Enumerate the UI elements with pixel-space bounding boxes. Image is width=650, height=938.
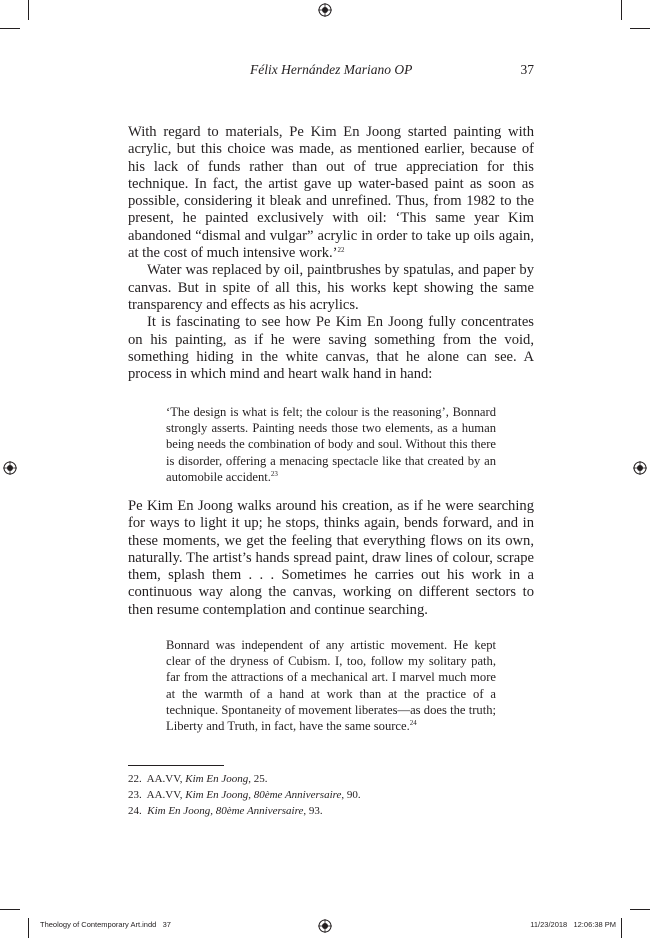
paragraph-3: It is fascinating to see how Pe Kim En Joong fully concentrates on his painting, as if he were saving something from the void, something hiding in the white canvas, that he alone can see. A process in which mind and heart walk hand in hand: <box>128 314 534 383</box>
crop-mark-bottom-right-v <box>621 918 622 938</box>
crop-mark-bottom-right-h <box>630 909 650 910</box>
registration-mark-left-icon <box>3 461 17 475</box>
footnote-ref-23[interactable]: 23 <box>270 469 278 478</box>
running-head: Félix Hernández Mariano OP <box>250 62 413 77</box>
registration-mark-right-icon <box>633 461 647 475</box>
paragraph-4: Pe Kim En Joong walks around his creation, as if he were searching for ways to light it up; he stops, thinks again, bends forward, and in these moments, we get the feeling that everything flows on its own, naturally. The artist’s hands spread paint, draw lines of colour, scrape them, splash them . . . Sometimes he carries out his work in a continuous way along the canvas, working on different sectors to then resume contemplation and continue searching. <box>128 498 534 618</box>
footnotes <box>128 771 534 819</box>
footnote-ref-22[interactable]: 22 <box>337 246 345 255</box>
footnote-22: 22. AA.VV, Kim En Joong, 25. <box>128 773 268 785</box>
page-header <box>128 62 534 80</box>
footnote-rule <box>128 765 224 766</box>
slug-filename: Theology of Contemporary Art.indd 37 <box>40 920 171 929</box>
footnote-ref-24[interactable]: 24 <box>409 719 417 728</box>
crop-mark-top-left-v <box>28 0 29 20</box>
footnote-23: 23. AA.VV, Kim En Joong, 80ème Anniversaire, 90. <box>128 789 361 801</box>
page-number: 37 <box>520 62 534 77</box>
crop-mark-bottom-left-h <box>0 909 20 910</box>
crop-mark-top-left-h <box>0 28 20 29</box>
registration-mark-bottom-icon <box>318 919 332 933</box>
crop-mark-top-right-v <box>621 0 622 20</box>
block-quote-2: Bonnard was independent of any artistic movement. He kept clear of the dryness of Cubism. I, too, follow my solitary path, far from the attractions of a mechanical art. I marvel much more at the warmth of a hand at work than at the practice of a technique. Spontaneity of movement liberates—as does the truth; Liberty and Truth, in fact, have the same source.$^{24}$ <box>166 638 496 734</box>
crop-mark-bottom-left-v <box>28 918 29 938</box>
paragraph-2: Water was replaced by oil, paintbrushes by spatulas, and paper by canvas. But in spite of all this, his works kept showing the same transparency and effects as his acrylics. <box>128 262 534 313</box>
body-text-1 <box>128 124 534 383</box>
footnote-24: 24. Kim En Joong, 80ème Anniversaire, 93. <box>128 805 323 817</box>
paragraph-1: With regard to materials, Pe Kim En Joong started painting with acrylic, but this choice was made, as mentioned earlier, because of his lack of funds rather than out of true appreciation for this technique. In fact, the artist gave up water-based paint as soon as possible, considering it bleak and unrefined. Thus, from 1982 to the present, he painted exclusively with oil: ‘This same year Kim abandoned “dismal and vulgar” acrylic in order to take up oils again, at the cost of much intensive work.’$^{22}$ <box>128 124 534 262</box>
block-quote-1: ‘The design is what is felt; the colour is the reasoning’, Bonnard strongly asserts. Painting needs those two elements, as a human being needs the combination of body and soul. Without this there is disorder, offering a menacing spectacle like that created by an automobile accident.$^{23}$ <box>166 405 496 484</box>
body-text-2 <box>128 498 534 619</box>
registration-mark-top-icon <box>318 3 332 17</box>
slug-timestamp: 11/23/2018 12:06:38 PM <box>530 920 616 929</box>
crop-mark-top-right-h <box>630 28 650 29</box>
